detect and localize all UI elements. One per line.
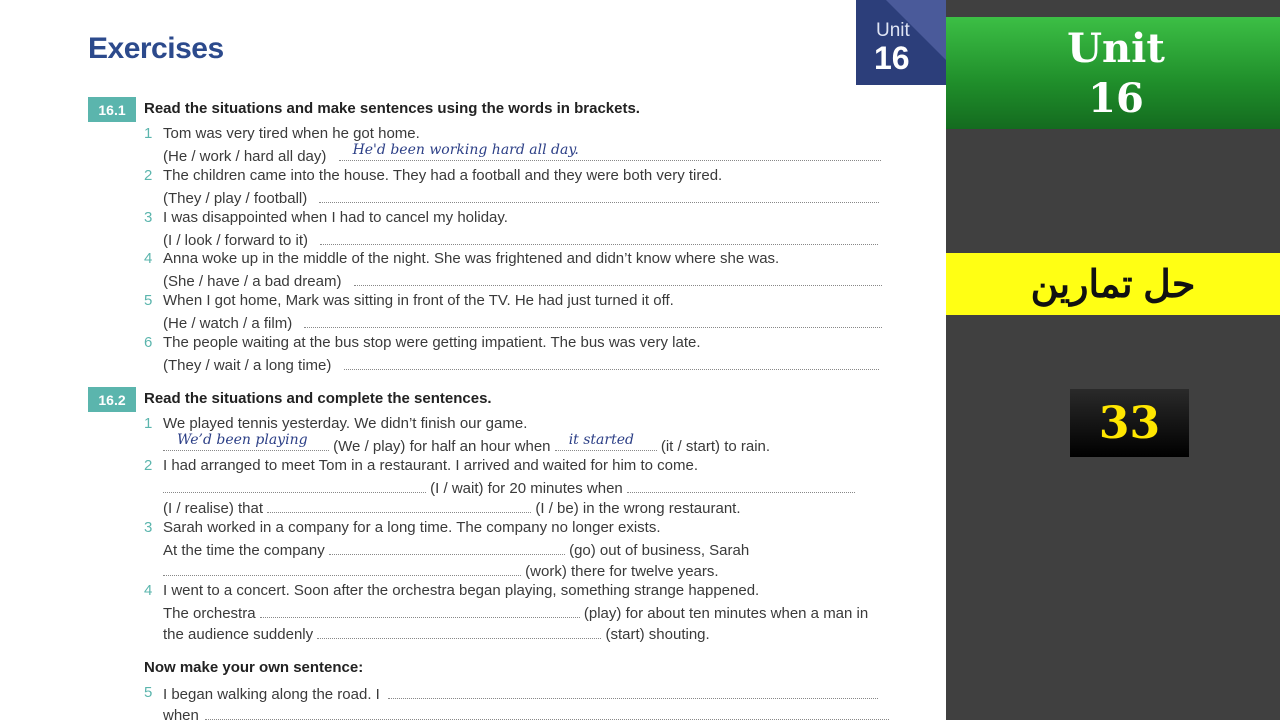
prompt-text: (They / wait / a long time) bbox=[163, 357, 332, 374]
handwritten-answer: it started bbox=[568, 432, 634, 448]
item-number: 5 bbox=[144, 684, 153, 701]
answer-line[interactable] bbox=[163, 561, 521, 576]
answer-row bbox=[163, 271, 882, 290]
prompt-text: (play) for about ten minutes when a man in bbox=[583, 605, 869, 622]
prompt-text: (He / work / hard all day) bbox=[163, 148, 327, 165]
exercise-badge: 16.1 bbox=[88, 97, 136, 122]
situation-text: Sarah worked in a company for a long time. The company no longer exists. bbox=[163, 519, 661, 536]
answer-line[interactable] bbox=[319, 188, 879, 203]
answer-row bbox=[163, 624, 710, 643]
situation-text: The people waiting at the bus stop were getting impatient. The bus was very late. bbox=[163, 334, 701, 351]
answer-row bbox=[163, 540, 749, 559]
answer-row bbox=[163, 561, 719, 580]
answer-line[interactable] bbox=[344, 355, 879, 370]
answer-row bbox=[163, 230, 878, 249]
answer-line[interactable] bbox=[339, 142, 881, 161]
prompt-text: (She / have / a bad dream) bbox=[163, 273, 342, 290]
answer-line[interactable] bbox=[267, 498, 531, 513]
answer-row bbox=[163, 478, 855, 497]
answer-line[interactable] bbox=[555, 432, 657, 451]
situation-text: I went to a concert. Soon after the orchestra began playing, something strange happened. bbox=[163, 582, 760, 599]
situation-text: I began walking along the road. I bbox=[163, 686, 380, 703]
prompt-text: (We / play) for half an hour when bbox=[333, 438, 551, 455]
prompt-text: At the time the company bbox=[163, 542, 325, 559]
situation-text: I was disappointed when I had to cancel my holiday. bbox=[163, 209, 508, 226]
answer-line[interactable] bbox=[388, 684, 878, 699]
item-number: 4 bbox=[144, 250, 153, 267]
unit-tab-word: Unit bbox=[876, 20, 910, 41]
item-number: 3 bbox=[144, 209, 153, 226]
prompt-text: (work) there for twelve years. bbox=[525, 563, 719, 580]
own-sentence-heading: Now make your own sentence: bbox=[144, 659, 364, 676]
prompt-text: (I / be) in the wrong restaurant. bbox=[535, 500, 741, 517]
exercise-instruction: Read the situations and complete the sentences. bbox=[144, 390, 492, 407]
situation-text: Anna woke up in the middle of the night. She was frightened and didn’t know where she was. bbox=[163, 250, 780, 267]
item-number: 5 bbox=[144, 292, 153, 309]
page-title: Exercises bbox=[88, 32, 224, 65]
prompt-text: The orchestra bbox=[163, 605, 256, 622]
exercise-badge: 16.2 bbox=[88, 387, 136, 412]
answer-line[interactable] bbox=[260, 603, 580, 618]
answer-line[interactable] bbox=[163, 478, 426, 493]
answer-row bbox=[163, 142, 881, 165]
exercise-instruction: Read the situations and make sentences using the words in brackets. bbox=[144, 100, 640, 117]
handwritten-answer: We’d been playing bbox=[177, 432, 308, 448]
answer-row bbox=[163, 684, 878, 703]
answer-row bbox=[163, 705, 889, 720]
answer-line[interactable] bbox=[320, 230, 878, 245]
item-number: 2 bbox=[144, 457, 153, 474]
answer-line[interactable] bbox=[627, 478, 855, 493]
answer-line[interactable] bbox=[354, 271, 882, 286]
prompt-text: the audience suddenly bbox=[163, 626, 314, 643]
item-number: 1 bbox=[144, 415, 153, 432]
prompt-text: (I / look / forward to it) bbox=[163, 232, 309, 249]
prompt-text: (He / watch / a film) bbox=[163, 315, 293, 332]
video-side-panel bbox=[946, 0, 1280, 720]
prompt-text: when bbox=[163, 707, 199, 720]
answer-line[interactable] bbox=[163, 432, 329, 451]
handwritten-answer: He'd been working hard all day. bbox=[352, 142, 579, 158]
answer-line[interactable] bbox=[304, 313, 882, 328]
unit-banner-number: 16 bbox=[1088, 75, 1144, 122]
arabic-label-banner: حل تمارين bbox=[946, 253, 1280, 315]
situation-text: The children came into the house. They had a football and they were both very tired. bbox=[163, 167, 723, 184]
prompt-text: (it / start) to rain. bbox=[660, 438, 771, 455]
unit-tab-number: 16 bbox=[874, 40, 910, 76]
prompt-text: (They / play / football) bbox=[163, 190, 308, 207]
item-number: 3 bbox=[144, 519, 153, 536]
answer-row bbox=[163, 188, 879, 207]
answer-line[interactable] bbox=[329, 540, 565, 555]
prompt-text: (go) out of business, Sarah bbox=[569, 542, 750, 559]
answer-row bbox=[163, 432, 771, 455]
unit-banner-word: Unit bbox=[1067, 25, 1165, 72]
answer-line[interactable] bbox=[317, 624, 601, 639]
unit-tab bbox=[856, 0, 946, 85]
situation-text: Tom was very tired when he got home. bbox=[163, 125, 420, 142]
page-number-box: 33 bbox=[1070, 389, 1189, 457]
item-number: 1 bbox=[144, 125, 153, 142]
situation-text: We played tennis yesterday. We didn’t finish our game. bbox=[163, 415, 528, 432]
situation-text: I had arranged to meet Tom in a restaurant. I arrived and waited for him to come. bbox=[163, 457, 698, 474]
answer-line[interactable] bbox=[205, 705, 889, 720]
item-number: 6 bbox=[144, 334, 153, 351]
unit-banner bbox=[946, 17, 1280, 129]
item-number: 4 bbox=[144, 582, 153, 599]
prompt-text: (start) shouting. bbox=[605, 626, 710, 643]
prompt-text: (I / wait) for 20 minutes when bbox=[430, 480, 623, 497]
answer-row bbox=[163, 355, 879, 374]
situation-text: When I got home, Mark was sitting in front of the TV. He had just turned it off. bbox=[163, 292, 674, 309]
answer-row bbox=[163, 603, 868, 622]
answer-row bbox=[163, 313, 882, 332]
item-number: 2 bbox=[144, 167, 153, 184]
answer-row bbox=[163, 498, 741, 517]
prompt-text: (I / realise) that bbox=[163, 500, 264, 517]
